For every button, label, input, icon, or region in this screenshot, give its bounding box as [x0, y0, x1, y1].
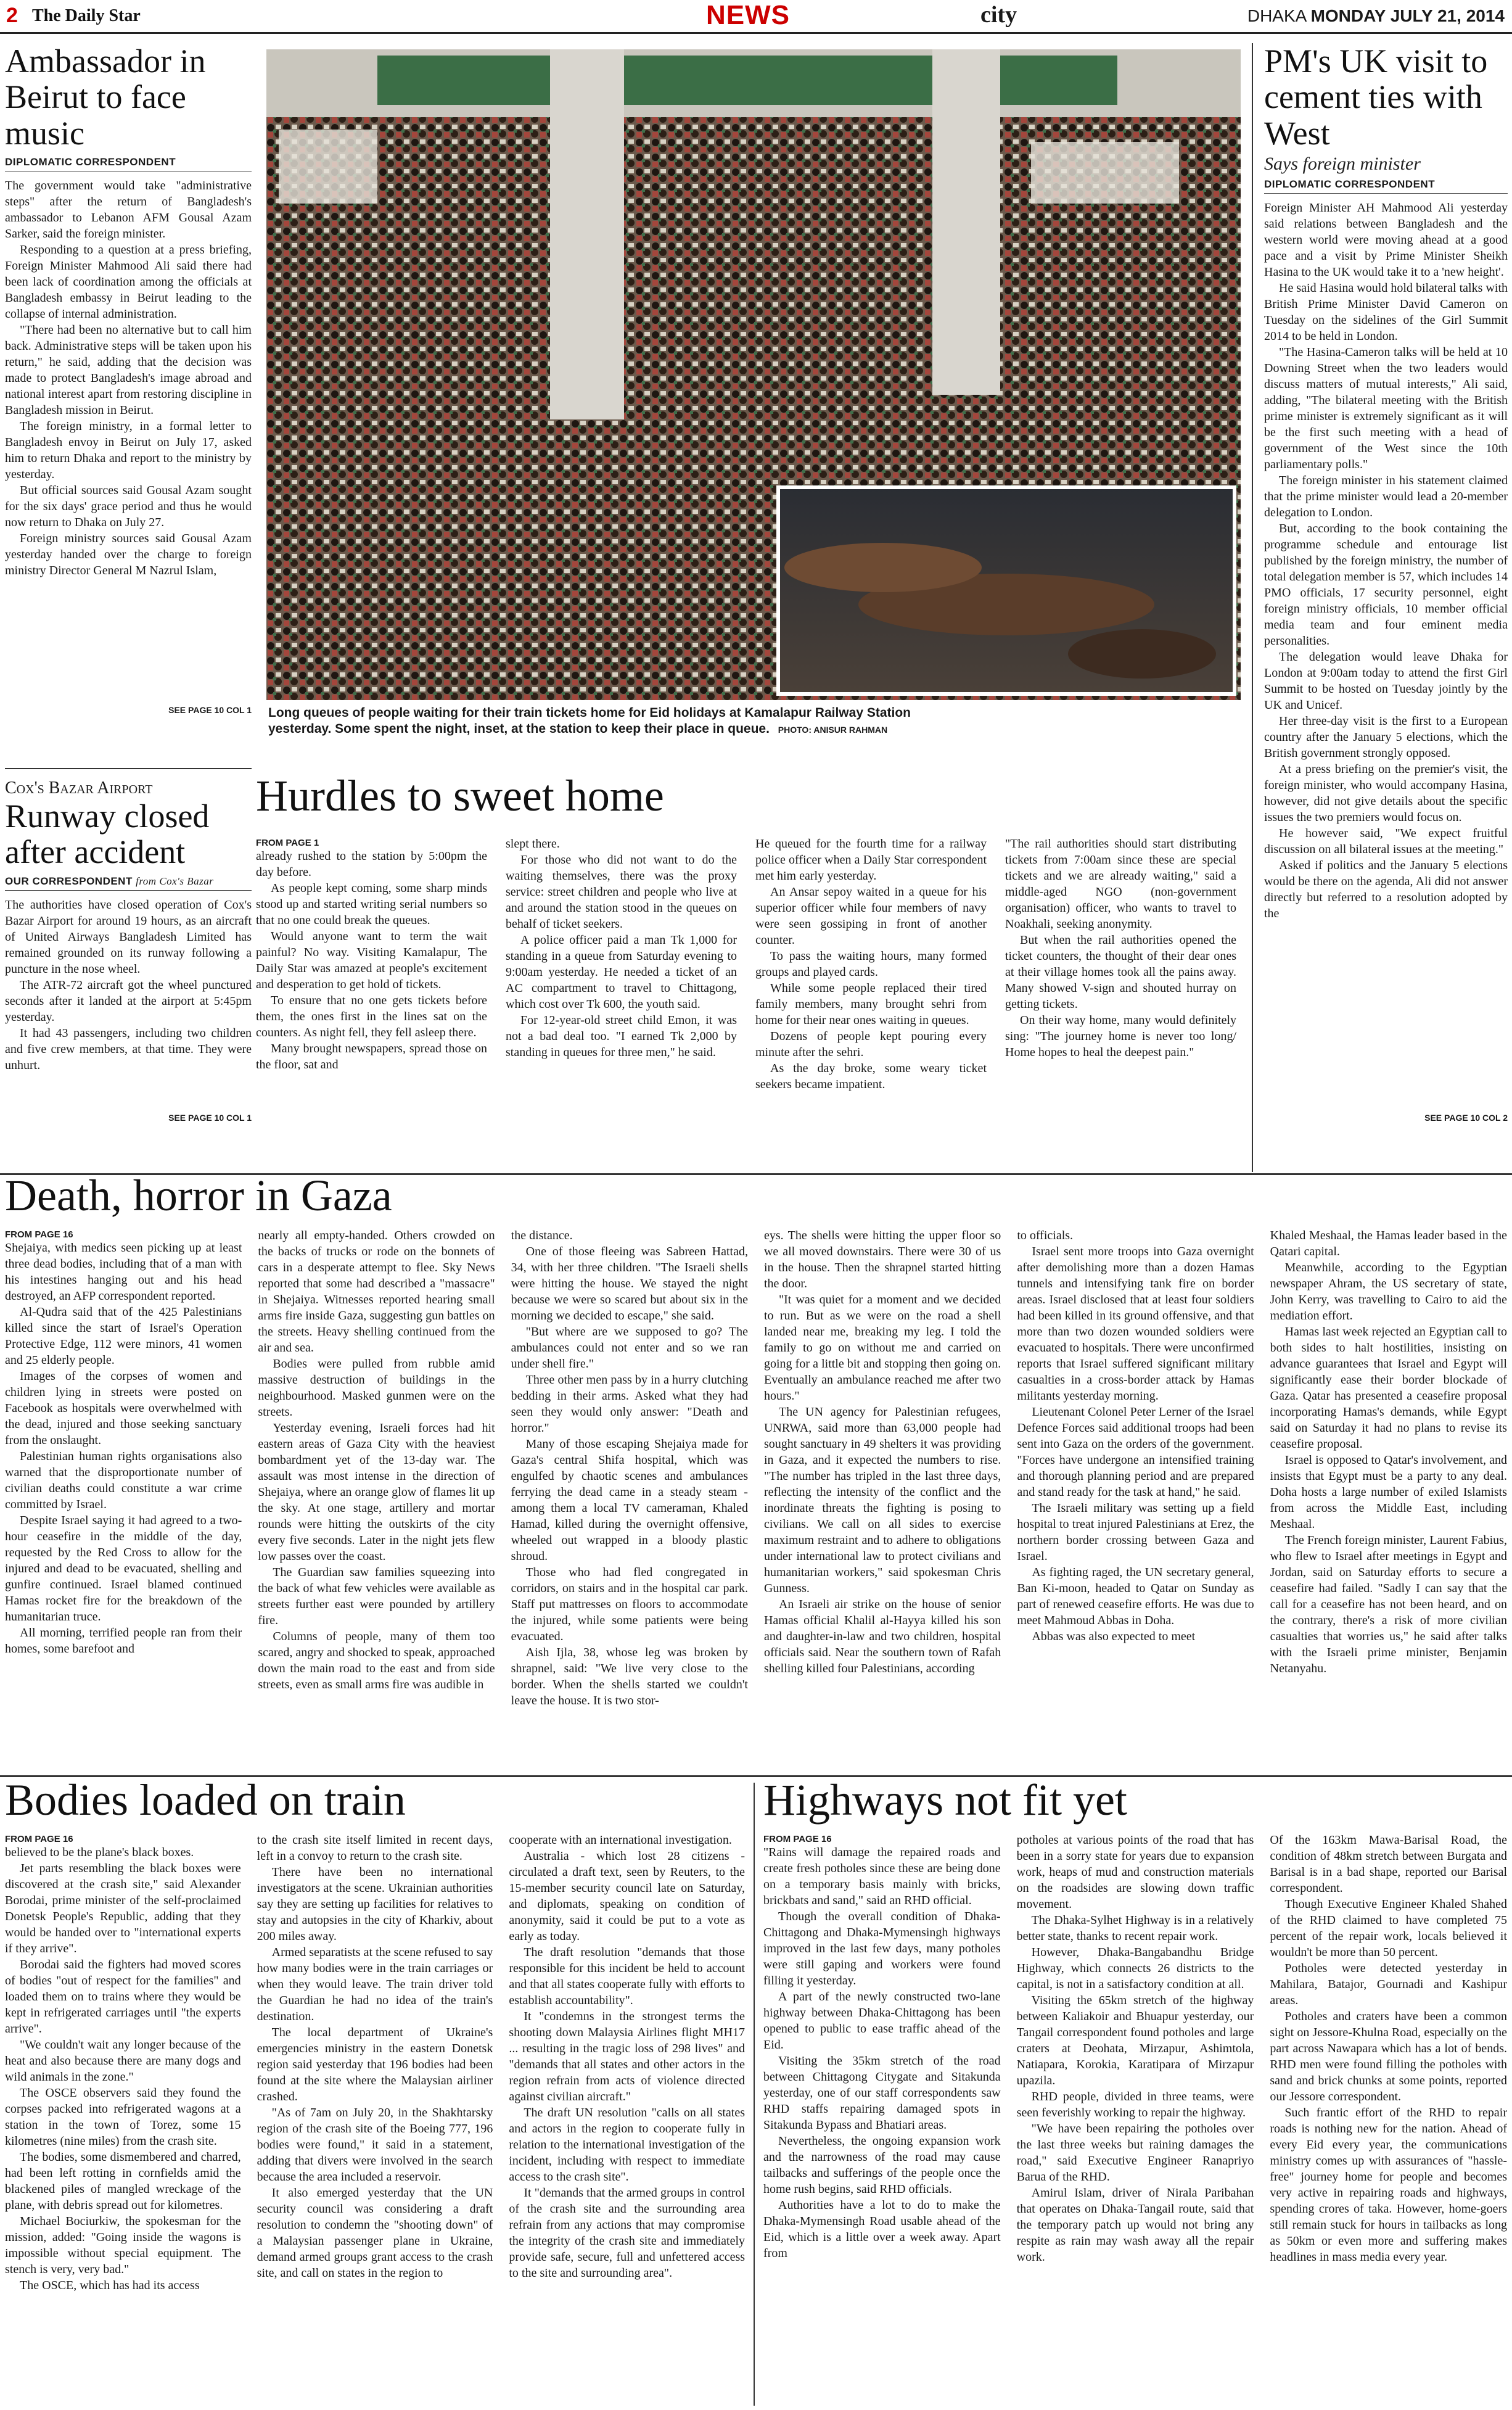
paper-name: The Daily Star: [32, 6, 141, 25]
headline: Ambassador in Beirut to face music: [5, 43, 206, 152]
story-gaza: [5, 1228, 1507, 1764]
headline: Runway closed after accident: [5, 798, 210, 871]
deck: Says foreign minister: [1264, 153, 1421, 174]
headline: PM's UK visit to cement ties with West: [1264, 43, 1488, 152]
story-ambassador: [5, 43, 252, 715]
headline-hurdles: Hurdles to sweet home: [256, 771, 664, 820]
column-rule: [1252, 43, 1253, 1172]
jump-link[interactable]: SEE PAGE 10 COL 2: [1424, 1112, 1508, 1123]
headline-gaza: Death, horror in Gaza: [5, 1171, 392, 1220]
column: Of the 163km Mawa-Barisal Road, the condition of 48km stretch between Burgata and Barisal is in a bad shape, reported our Barisal correspondent. Though Executive Engineer Khaled Shahed of the RHD claimed to have completed 75 percent of the repair work, locals believed it wouldn't be more than 50 percent. Potholes were detected yesterday in Mahilara, Batajor, Gournadi and Kashipur areas. Potholes and craters have been a common sight on Jessore-Khulna Road, especially on the part across Nawapara which has a lot of bends. RHD men were found filling the potholes with sand and brick chunks at some points, reported our Jessore correspondent. Such frantic effort of the RHD to repair roads is nothing new for the nation. Ahead of every Eid every year, the communications ministry comes up with assurances of "hassle-free" journey home for people and becomes very active in repairing roads and highways, spending crores of taka. However, home-goers still remain stuck for hours in tailbacks as long as 50km or even more and suffering makes headlines in mass media every year.: [1270, 1833, 1507, 2264]
column-rule: [754, 1783, 755, 2406]
story-body: The government would take "administrative steps" after the return of Bangladesh's ambassador to Lebanon AFM Gousal Azam Sarker, said the foreign minister. Responding to a question at a press briefing, Foreign Minister Mahmood Ali said there had been lack of coordination among the officials at Bangladesh embassy in Beirut leading to the collapse of internal administration. "There had been no alternative but to call him back. Administrative steps will be taken upon his return," he said, adding that the decision was made to protect Bangladesh's image abroad and national interest apart from restoring discipline in Bangladesh mission in Beirut. The foreign ministry, in a formal letter to Bangladesh envoy in Beirut on July 17, asked him to return Dhaka and report to the ministry by yesterday. But official sources said Gousal Azam sought for the six days' grace period and thus he would now return to Dhaka on July 27. Foreign ministry sources said Gousal Azam yesterday handed over the charge to foreign ministry Director General M Nazrul Islam,: [5, 178, 252, 577]
main-photo: [266, 49, 1241, 700]
story-pm-uk: [1264, 43, 1508, 1123]
photo-caption: Long queues of people waiting for their train tickets home for Eid holidays at Kamalapur Railway Station yesterday. Some spent the night, inset, at the station to keep their place in queue. PHOTO: ANISUR RAHMAN: [268, 706, 911, 737]
story-highways: [763, 1832, 1507, 2406]
byline: DIPLOMATIC CORRESPONDENT: [1264, 178, 1508, 194]
from-page: FROM PAGE 16: [5, 1834, 73, 1844]
kicker: Cox's Bazar Airport: [5, 778, 153, 798]
column: to officials. Israel sent more troops into Gaza overnight after demolishing more than a dozen Hamas tunnels and intensifying tank fire on border areas. Israel disclosed that at least four soldiers had been killed in its ground offensive, and that more than two dozen wounded soldiers were evacuated to hospitals. There were unconfirmed reports that Israel suffered significant military casualties in a cross-border attack by Hamas militants yesterday morning. Lieutenant Colonel Peter Lerner of the Israel Defence Forces said additional troops had been sent into Gaza on the orders of the government. "Forces have undergone an intensified training and thorough planning period and are prepared and stand ready for the task at hand," he said. The Israeli military was setting up a field hospital to treat injured Palestinians at Erez, the northern border crossing between Gaza and Israel. As fighting raged, the UN secretary general, Ban Ki-moon, headed to Qatar on Sunday as part of renewed ceasefire efforts. He was due to meet Mahmoud Abbas in Doha. Abbas was also expected to meet: [1017, 1229, 1254, 1643]
column: slept there. For those who did not want to do the waiting themselves, there was the proxy service: street children and people who live at and around the station stood in the queues on behalf of ticket seekers. A police officer paid a man Tk 1,000 for standing in a queue from Saturday evening to 9:00am yesterday. He needed a ticket of an AC compartment to travel to Chittagong, which cost over Tk 600, the youth said. For 12-year-old street child Emon, it was not a bad deal too. "I earned Tk 2,000 by standing in queues for three men," he said.: [506, 837, 737, 1059]
column: potholes at various points of the road that has been in a sorry state for years due to expansion work, heaps of mud and construction materials on the roadsides are slowing down traffic movement. The Dhaka-Sylhet Highway is in a relatively better state, thanks to recent repair work. However, Dhaka-Bangabandhu Bridge Highway, which connects 26 districts to the capital, is not in a satisfactory condition at all. Visiting the 65km stretch of the highway between Kaliakoir and Bhuapur yesterday, our Tangail correspondent found potholes and large craters at Deohata, Mirzapur, Ashimtola, Natiapara, Korokia, Karatipara of Mirzapur upazila. RHD people, divided in three teams, were seen feverishly working to repair the highway. "We have been repairing the potholes over the last three weeks but raining damages the road," said Executive Engineer Ranapriyo Barua of the RHD. Amirul Islam, driver of Nirala Paribahan that operates on Dhaka-Tangail route, said that the temporary patch up would not bring any respite as rain may wash away all the repair work.: [1016, 1833, 1254, 2264]
story-bodies: [5, 1832, 745, 2406]
from-page: FROM PAGE 1: [256, 838, 319, 848]
column: Shejaiya, with medics seen picking up at least three dead bodies, including that of a man with his intestines hanging out and his head destroyed, an AFP correspondent reported. Al-Qudra said that of the 425 Palestinians killed since the start of Israel's Operation Protective Edge, 112 were minors, 41 women and 25 elderly people. Images of the corpses of women and children lying in streets were posted on Facebook as hospitals were overwhelmed with the dead, injured and those seeking sanctuary from the onslaught. Palestinian human rights organisations also warned that the disproportionate number of civilian deaths could constitute a war crime committed by Israel. Despite Israel saying it had agreed to a two-hour ceasefire in the middle of the day, requested by the Red Cross to allow for the injured and dead to be evacuated, shelling and gunfire continued. Israel blamed continued Hamas rocket fire for the breakdown of the humanitarian truce. All morning, terrified people ran from their homes, some barefoot and: [5, 1241, 242, 1656]
column: the distance. One of those fleeing was Sabreen Hattad, 34, with her three children. "The Israeli shells were hitting the house. We stayed the night because we were so scared but about six in the morning we decided to escape," she said. "But where are we supposed to go? The ambulances could not enter and so we ran under shell fire." Three other men pass by in a hurry clutching bedding in their arms. Asked what they had seen they would only answer: "Death and horror." Many of those escaping Shejaiya made for Gaza's central Shifa hospital, which was engulfed by chaotic scenes and ambulances ferrying the dead came in a steady steam - among them a local TV cameraman, Khaled Hamad, killed during the overnight offensive, wheeled out wrapped in a bloody plastic shroud. Those who had fled congregated in corridors, on stairs and in the hospital car park. Staff put mattresses on floors to accommodate the injured, while some patients were being evacuated. Aish Ijla, 38, whose leg was broken by shrapnel, said: "We live very close to the border. When the shells started we couldn't leave the house. It is two stor-: [511, 1229, 748, 1707]
headline-bodies: Bodies loaded on train: [5, 1775, 406, 1825]
jump-link[interactable]: SEE PAGE 10 COL 1: [168, 704, 252, 715]
subsection-label: city: [980, 2, 1017, 28]
column: eys. The shells were hitting the upper floor so we all moved downstairs. There were 30 of us in the house. Then the shrapnel started hitting the door. "It was quiet for a moment and we decided to run. But as we were on the road a shell landed near me, breaking my leg. I told the family to go on without me and carried on going for a little bit and stopping then going on. Eventually an ambulance reached me after two hours." The UN agency for Palestinian refugees, UNRWA, said more than 63,000 people had sought sanctuary in 49 shelters it was providing in Gaza, and it expected the numbers to rise. "The number has tripled in the last three days, reflecting the intensity of the conflict and the inordinate threats the fighting is posing to civilians. We call on all sides to exercise maximum restraint and to adhere to obligations under international law to protect civilians and humanitarian workers," said spokesman Chris Gunness. An Israeli air strike on the house of senior Hamas official Khalil al-Hayya killed his son and daughter-in-law and two children, hospital officials said. Near the southern town of Rafah shelling killed four Palestinians, according: [763, 1229, 1001, 1675]
column: to the crash site itself limited in recent days, left in a convoy to return to the crash site. There have been no international investigators at the scene. Ukrainian authorities say they are setting up facilities for relatives to stay and autopsies in the city of Kharkiv, about 200 miles away. Armed separatists at the scene refused to say how many bodies were in the train carriages or when they would leave. The train driver told the Guardian he had no idea of the train's destination. The local department of Ukraine's emergencies ministry in the eastern Donetsk region said yesterday that 196 bodies had been found at the site where the Malaysian airliner crashed. "As of 7am on July 20, in the Shakhtarsky region of the crash site of the Boeing 777, 196 bodies were found," it said in a statement, adding that divers were involved in the search because the area included a reservoir. It also emerged yesterday that the UN security council was considering a draft resolution to condemn the "shooting down" of a Malaysian passenger plane in Ukraine, demand armed groups grant access to the crash site, and call on states in the region to: [257, 1833, 493, 2280]
byline: DIPLOMATIC CORRESPONDENT: [5, 156, 252, 171]
story-hurdles: [256, 836, 1236, 1169]
column: "The rail authorities should start distributing tickets from 7:00am since these are special tickets and we are already waiting," said a middle-aged NGO (non-government organisation) officer, who wants to travel to Noakhali, seeking anonymity. But when the rail authorities opened the ticket counters, the thought of their dear ones at their village homes took all the pains away. Many showed V-sign and shouted hurray on getting tickets. On their way home, many would definitely sing: "The journey home is never too long/ Home hopes to heal the deepest pain.": [1005, 837, 1236, 1059]
dateline: DHAKA MONDAY JULY 21, 2014: [1247, 6, 1505, 25]
column: nearly all empty-handed. Others crowded on the backs of trucks or rode on the bonnets of cars in a desperate attempt to flee. Sky News reported that some had described a "massacre" in Shejaiya. Witnesses reported hearing small arms fire inside Gaza, suggesting gun battles on the streets. Heavy shelling continued from the air and sea. Bodies were pulled from rubble amid massive destruction of buildings in the neighbourhood. Masked gunmen were on the streets. Yesterday evening, Israeli forces had hit eastern areas of Gaza City with the heaviest bombardment yet of the 13-day war. The assault was most intense in the direction of Shejaiya, where an orange glow of flames lit up the sky. At one stage, artillery and mortar rounds were hitting the outskirts of the city every five seconds. Later in the night jets flew low passes over the coast. The Guardian saw families squeezing into the back of what few vehicles were available as streets further east were pounded by artillery fire. Columns of people, many of them too scared, angry and shocked to speak, approached down the main road to the east and from side streets, even as small arms fire was audible in: [258, 1229, 495, 1691]
page-number: 2: [6, 4, 18, 27]
story-body: Foreign Minister AH Mahmood Ali yesterday said relations between Bangladesh and the western world were moving ahead at a good pace and a visit by Prime Minister Sheikh Hasina to the UK would take it to a 'new height'. He said Hasina would hold bilateral talks with British Prime Minister David Cameron on Tuesday on the sidelines of the Girl Summit 2014 to be held in London. "The Hasina-Cameron talks will be held at 10 Downing Street when the two leaders would discuss matters of mutual interests," Ali said, adding, "The bilateral meeting with the British prime minister is extremely significant as it will be the first such meeting with a head of government of the West since the 10th parliamentary polls." The foreign minister in his statement claimed that the prime minister would lead a 20-member delegation to London. But, according to the book containing the programme schedule and entourage list published by the foreign ministry, the number of total delegation member is 57, which includes 14 PMO officials, 17 security personnel, eight foreign ministry officials, 10 member official media team and four eminent media personalities. The delegation would leave Dhaka for London at 9:00am today to attend the first Girl Summit to be hosted on Tuesday jointly by the UK and Unicef. Her three-day visit is the first to a European country after the January 5 elections, which the British government strongly opposed. At a press briefing on the premier's visit, the foreign minister, who would accompany Hasina, however, did not give details about the specific issues the two premiers would focus on. He however said, "We expect fruitful discussion on all bilateral issues at the meeting." Asked if politics and the January 5 elections would be there on the agenda, Ali did not answer directly but referred to a resolution adopted by the: [1264, 200, 1508, 920]
divider: [5, 768, 252, 769]
column: Khaled Meshaal, the Hamas leader based in the Qatari capital. Meanwhile, according to the Egyptian newspaper Ahram, the US secretary of state, John Kerry, was travelling to Cairo to aid the mediation effort. Hamas last week rejected an Egyptian call to both sides to halt hostilities, insisting on advance guarantees that Israel and Egypt will significantly ease their border blockade of Gaza. Qatar has presented a ceasefire proposal incorporating Hamas's demands, while Egypt said on Saturday it had no plans to revise its ceasefire proposal. Israel is opposed to Qatar's involvement, and insists that Egypt must be a party to any deal. Doha hosts a large number of exiled Islamists from across the Middle East, including Meshaal. The French foreign minister, Laurent Fabius, who flew to Israel after meetings in Egypt and Jordan, said on Saturday efforts to secure a ceasefire had failed. "Sadly I can say that the call for a ceasefire has not been heard, and on the contrary, there's a risk of more civilian casualties that worries us," he said after talks with the Israeli prime minister, Benjamin Netanyahu.: [1270, 1229, 1507, 1675]
from-page: FROM PAGE 16: [763, 1834, 832, 1844]
jump-link[interactable]: SEE PAGE 10 COL 1: [168, 1112, 252, 1123]
story-body: The authorities have closed operation of Cox's Bazar Airport for around 19 hours, as an aircraft of United Airways Bangladesh Limited has remained grounded on its runway following a puncture in the nose wheel. The ATR-72 aircraft got the wheel punctured seconds after it landed at the airport at 5:45pm yesterday. It had 43 passengers, including two children and five crew members, at that time. They were unhurt.: [5, 898, 252, 1072]
column: cooperate with an international investigation. Australia - which lost 28 citizens - circulated a draft text, seen by Reuters, to the 15-member security council late on Saturday, and diplomats, speaking on condition of anonymity, said it could be put to a vote as early as today. The draft resolution "demands that those responsible for this incident be held to account and that all states cooperate fully with efforts to establish accountability". It "condemns in the strongest terms the shooting down Malaysia Airlines flight MH17 ... resulting in the tragic loss of 298 lives" and "demands that all states and other actors in the region refrain from acts of violence directed against civilian aircraft." The draft UN resolution "calls on all states and actors in the region to cooperate fully in relation to the international investigation of the incident, including with respect to immediate access to the crash site". It "demands that the armed groups in control of the crash site and the surrounding area refrain from any actions that may compromise the integrity of the crash site and immediately provide safe, secure, full and unfettered access to the site and surrounding area".: [509, 1833, 745, 2280]
section-label: NEWS: [706, 0, 790, 30]
photo-credit: PHOTO: ANISUR RAHMAN: [778, 725, 888, 735]
column: He queued for the fourth time for a railway police officer when a Daily Star correspondent met him early yesterday. An Ansar sepoy waited in a queue for his superior officer while four members of navy were seen gossiping in front of another counter. To pass the waiting hours, many formed groups and played cards. While some people replaced their tired family members, many brought sehri from home for their near ones waiting in queues. Dozens of people kept pouring every minute after the sehri. As the day broke, some weary ticket seekers became impatient.: [755, 837, 987, 1091]
headline-highways: Highways not fit yet: [763, 1775, 1127, 1825]
column: "Rains will damage the repaired roads and create fresh potholes since these are being done on a temporary basis mainly with bricks, brickbats and sand," said an RHD official. Though the overall condition of Dhaka-Chittagong and Dhaka-Mymensingh highways improved in the last few days, many potholes were still gaping and workers were found filling it yesterday. A part of the newly constructed two-lane highway between Dhaka-Chittagong has been opened to public to ease traffic ahead of the Eid. Visiting the 35km stretch of the road between Chittagong Citygate and Sitakunda yesterday, one of our staff correspondents saw RHD staffs repairing damaged spots in Sitakunda Bypass and Bhatiari areas. Nevertheless, the ongoing expansion work and the narrowness of the road may cause tailbacks and sufferings of the people once the home rush begins, said RHD officials. Authorities have a lot to do to make the Dhaka-Mymensingh Road usable ahead of the Eid, which is a little over a week away. Apart from: [763, 1846, 1001, 2260]
byline: OUR CORRESPONDENT from Cox's Bazar: [5, 875, 252, 891]
column: already rushed to the station by 5:00pm the day before. As people kept coming, some sharp minds stood up and started writing serial numbers so that no one could break the queues. Would anyone want to term the wait painful? No way. Visiting Kamalapur, The Daily Star was amazed at people's excitement and desperation to get hold of tickets. To ensure that no one gets tickets before them, the ones first in the lines sat on the counters. As night fell, they fell asleep there. Many brought newspapers, spread those on the floor, sat and: [256, 849, 487, 1071]
masthead: [0, 0, 1512, 34]
from-page: FROM PAGE 16: [5, 1229, 73, 1240]
column: believed to be the plane's black boxes. Jet parts resembling the black boxes were discovered at the crash site," said Alexander Borodai, prime minister of the self-proclaimed Donetsk People's Republic, adding that they would be handed over to "international experts if they arrive". Borodai said the fighters had moved scores of bodies "out of respect for the families" and loaded them on to trains where they would be kept in refrigerated carriages until "the experts arrive". "We couldn't wait any longer because of the heat and also because there are many dogs and wild animals in the zone." The OSCE observers said they found the corpses packed into refrigerated wagons at a station in the town of Torez, some 15 kilometres (nine miles) from the crash site. The bodies, some dismembered and charred, had been left rotting in cornfields amid the blackened piles of mangled wreckage of the plane, with debris spread out for kilometres. Michael Bociurkiw, the spokesman for the mission, added: "Going inside the wagons is impossible without special equipment. The stench is very, very bad." The OSCE, which has had its access: [5, 1846, 241, 2292]
crowd-photo: [266, 49, 1241, 700]
story-runway: [5, 778, 252, 1123]
